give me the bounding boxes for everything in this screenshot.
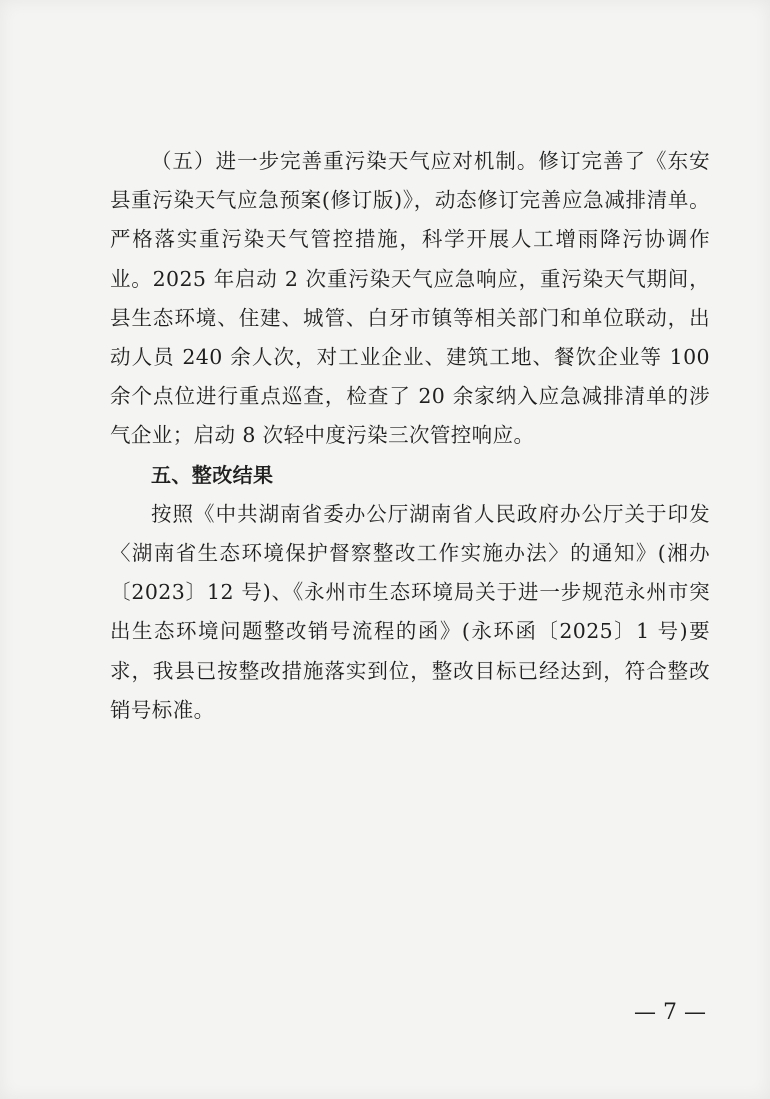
document-body xyxy=(110,142,710,730)
rectification-result-paragraph: 按照《中共湖南省委办公厅湖南省人民政府办公厅关于印发〈湖南省生态环境保护督察整改工作实施办法〉的通知》(湘办〔2023〕12 号)、《永州市生态环境局关于进一步规范永州市突出生态环境问题整改销号流程的函》(永环函〔2025〕1 号)要求，我县已按整改措施落实到位，整改目标已经达到，符合整改销号标准。 xyxy=(110,501,710,722)
section-heading-rectification-result: 五、整改结果 xyxy=(151,462,274,487)
section-5-paragraph: （五）进一步完善重污染天气应对机制。修订完善了《东安县重污染天气应急预案(修订版)》，动态修订完善应急减排清单。严格落实重污染天气管控措施，科学开展人工增雨降污协调作业。2025 年启动 2 次重污染天气应急响应，重污染天气期间，县生态环境、住建、城管、白牙市镇等相关部门和单位联动，出动人员 240 余人次，对工业企业、建筑工地、餐饮企业等 100 余个点位进行重点巡查，检查了 20 余家纳入应急减排清单的涉气企业；启动 8 次轻中度污染三次管控响应。 xyxy=(110,149,710,448)
page-number: — 7 — xyxy=(634,1000,706,1025)
